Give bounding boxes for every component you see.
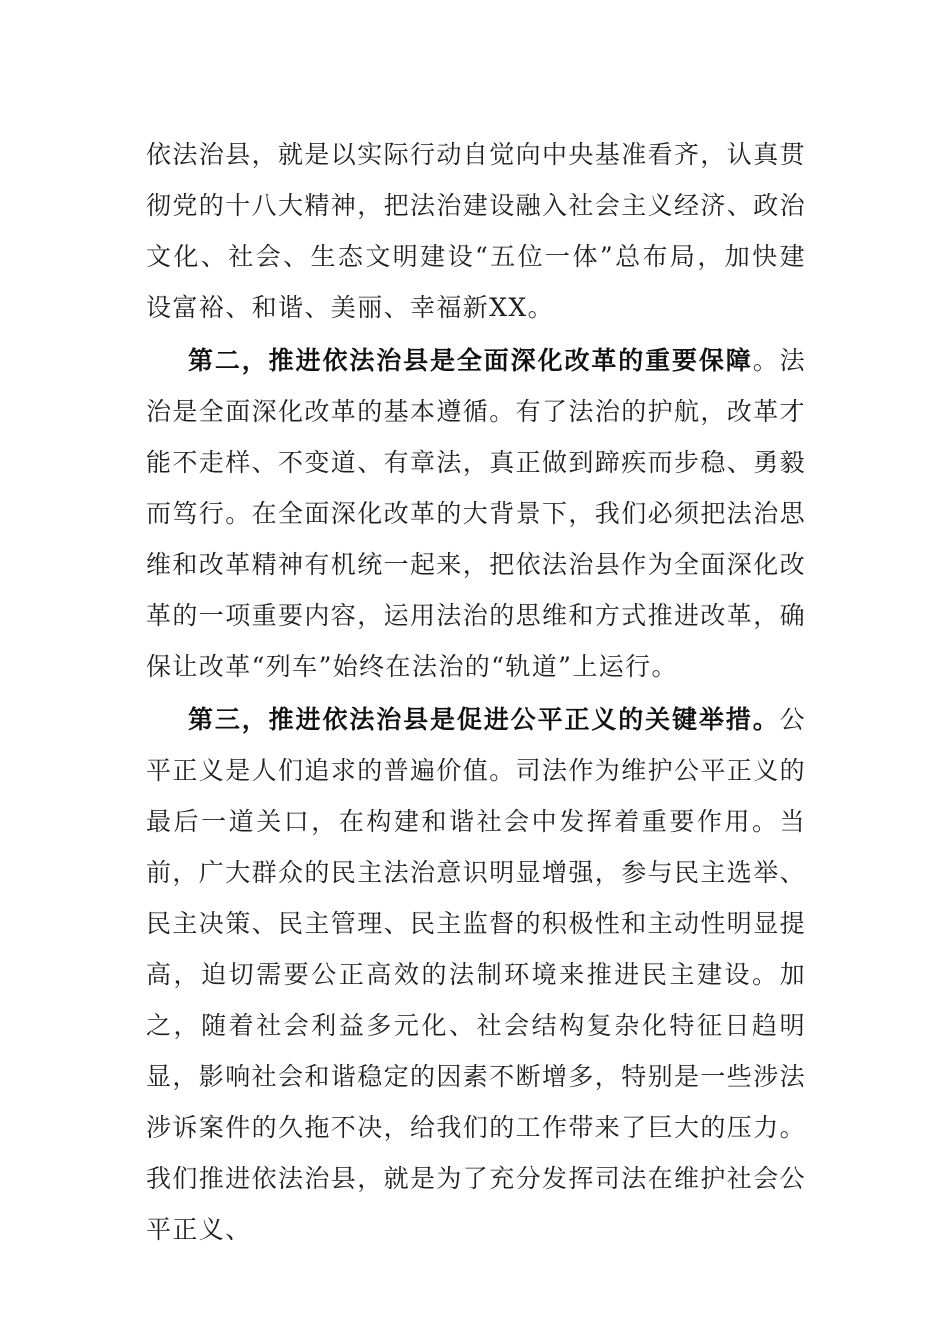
paragraph-3-text: 公平正义是人们追求的普遍价值。司法作为维护公平正义的最后一道关口，在构建和谐社会中发挥着重要作用。当前，广大群众的民主法治意识明显增强，参与民主选举、民主决策、民主管理、民主监督的积极性和主动性明显提高，迫切需要公正高效的法制环境来推进民主建设。加之，随着社会利益多元化、社会结构复杂化特征日趋明显，影响社会和谐稳定的因素不断增多，特别是一些涉法涉诉案件的久拖不决，给我们的工作带来了巨大的压力。我们推进依法治县，就是为了充分发挥司法在维护社会公平正义、 (146, 705, 807, 1244)
paragraph-3-lead: 第三，推进依法治县是促进公平正义的关键举措。 (188, 705, 780, 734)
paragraph-3 (146, 694, 806, 1255)
paragraph-2-text: 。法治是全面深化改革的基本遵循。有了法治的护航，改革才能不走样、不变道、有章法，真正做到蹄疾而步稳、勇毅而笃行。在全面深化改革的大背景下，我们必须把法治思维和改革精神有机统一起来，把依法治县作为全面深化改革的一项重要内容，运用法治的思维和方式推进改革，确保让改革“列车”始终在法治的“轨道”上运行。 (146, 346, 807, 681)
paragraph-1-text: 依法治县，就是以实际行动自觉向中央基准看齐，认真贯彻党的十八大精神，把法治建设融入社会主义经济、政治文化、社会、生态文明建设“五位一体”总布局，加快建设富裕、和谐、美丽、幸福新XX。 (146, 140, 807, 322)
document-body (146, 129, 806, 1255)
paragraph-1 (146, 129, 806, 333)
paragraph-2-lead: 第二，推进依法治县是全面深化改革的重要保障 (188, 346, 753, 375)
paragraph-2 (146, 335, 806, 692)
